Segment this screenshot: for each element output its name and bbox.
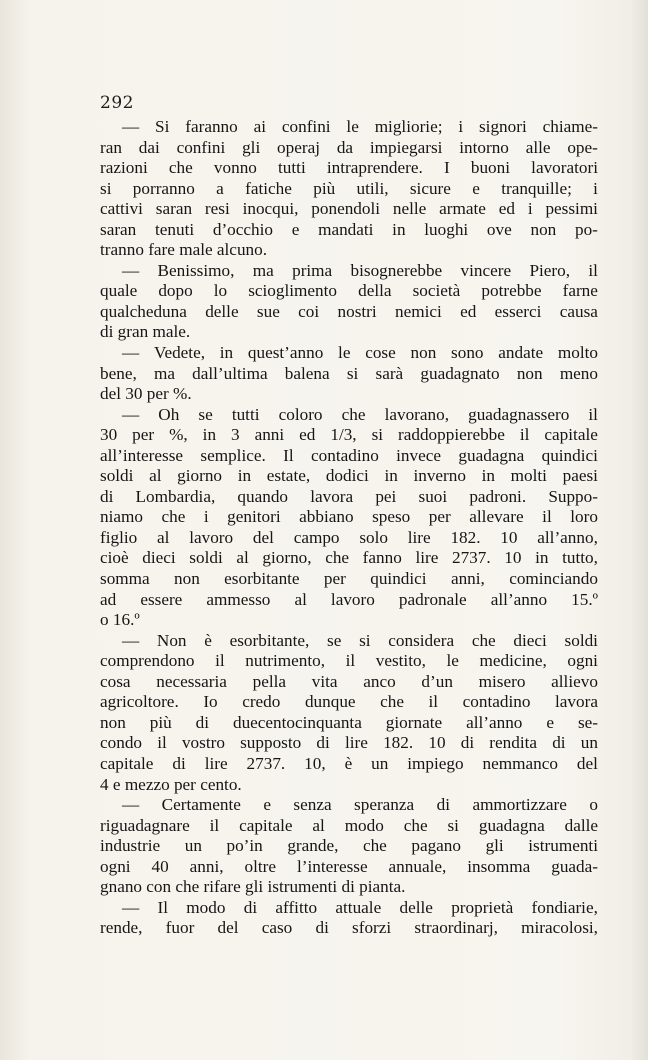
text-line: 4 e mezzo per cento. [100, 774, 242, 794]
text-line: cattivi saran resi inocqui, ponendoli nelle armate ed i pessimi [100, 199, 598, 219]
text-line: saran tenuti d’occhio e mandati in luoghi ove non po- [100, 219, 598, 239]
text-line: all’interesse semplice. Il contadino invece guadagna quindici [100, 445, 598, 465]
text-line: ad essere ammesso al lavoro padronale all’anno 15.º [100, 589, 598, 609]
text-line: — Oh se tutti coloro che lavorano, guadagnassero il [122, 404, 598, 424]
text-line: o 16.º [100, 610, 140, 630]
text-line: figlio al lavoro del campo solo lire 182. 10 all’anno, [100, 527, 598, 547]
text-line: — Benissimo, ma prima bisognerebbe vincere Piero, il [122, 260, 598, 280]
page-number: 292 [100, 93, 134, 113]
text-line: condo il vostro supposto di lire 182. 10 di rendita di un [100, 733, 598, 753]
text-line: tranno fare male alcuno. [100, 240, 268, 260]
text-line: cosa necessaria pella vita anco d’un misero allievo [100, 671, 598, 691]
text-line: si porranno a fatiche più utili, sicure e tranquille; i [100, 178, 598, 198]
text-line: agricoltore. Io credo dunque che il contadino lavora [100, 692, 598, 712]
text-line: somma non esorbitante per quindici anni, cominciando [100, 569, 598, 589]
text-line: — Il modo di affitto attuale delle proprietà fondiarie, [122, 897, 598, 917]
text-line: di gran male. [100, 322, 191, 342]
text-line: 30 per %, in 3 anni ed 1/3, si raddoppierebbe il capitale [100, 425, 598, 445]
text-line: del 30 per %. [100, 384, 192, 404]
text-line: comprendono il nutrimento, il vestito, le medicine, ogni [100, 651, 598, 671]
text-line: industrie un po’in grande, che pagano gli istrumenti [100, 836, 598, 856]
text-line: quale dopo lo scioglimento della società potrebbe farne [100, 281, 598, 301]
text-line: gnano con che rifare gli istrumenti di pianta. [100, 877, 406, 897]
text-line: riguadagnare il capitale al modo che si guadagna dalle [100, 815, 598, 835]
text-line: di Lombardia, quando lavora pei suoi padroni. Suppo- [100, 486, 598, 506]
text-line: capitale di lire 2737. 10, è un impiego nemmanco del [100, 753, 598, 773]
text-line: bene, ma dall’ultima balena si sarà guadagnato non meno [100, 363, 598, 383]
text-line: — Si faranno ai confini le migliorie; i signori chiame- [122, 117, 598, 136]
text-line: razioni che vonno tutti intraprendere. I buoni lavoratori [100, 158, 598, 178]
text-line: qualcheduna delle sue coi nostri nemici ed esserci causa [100, 301, 598, 321]
text-line: ogni 40 anni, oltre l’interesse annuale, insomma guada- [100, 856, 598, 876]
page-edge-shadow [630, 0, 648, 1060]
text-line: non più di duecentocinquanta giornate all’anno e se- [100, 712, 598, 732]
text-line: cioè dieci soldi al giorno, che fanno lire 2737. 10 in tutto, [100, 548, 598, 568]
text-line: rende, fuor del caso di sforzi straordinarj, miracolosi, [100, 918, 598, 938]
body-text [100, 117, 598, 939]
text-line: soldi al giorno in estate, dodici in inverno in molti paesi [100, 466, 598, 486]
text-line: niamo che i genitori abbiano speso per allevare il loro [100, 507, 598, 527]
text-line: — Non è esorbitante, se si considera che dieci soldi [122, 630, 598, 650]
text-line: — Certamente e senza speranza di ammortizzare o [122, 795, 598, 815]
text-line: ran dai confini gli operaj da impiegarsi intorno alle ope- [100, 137, 598, 157]
text-line: — Vedete, in quest’anno le cose non sono andate molto [122, 343, 598, 363]
